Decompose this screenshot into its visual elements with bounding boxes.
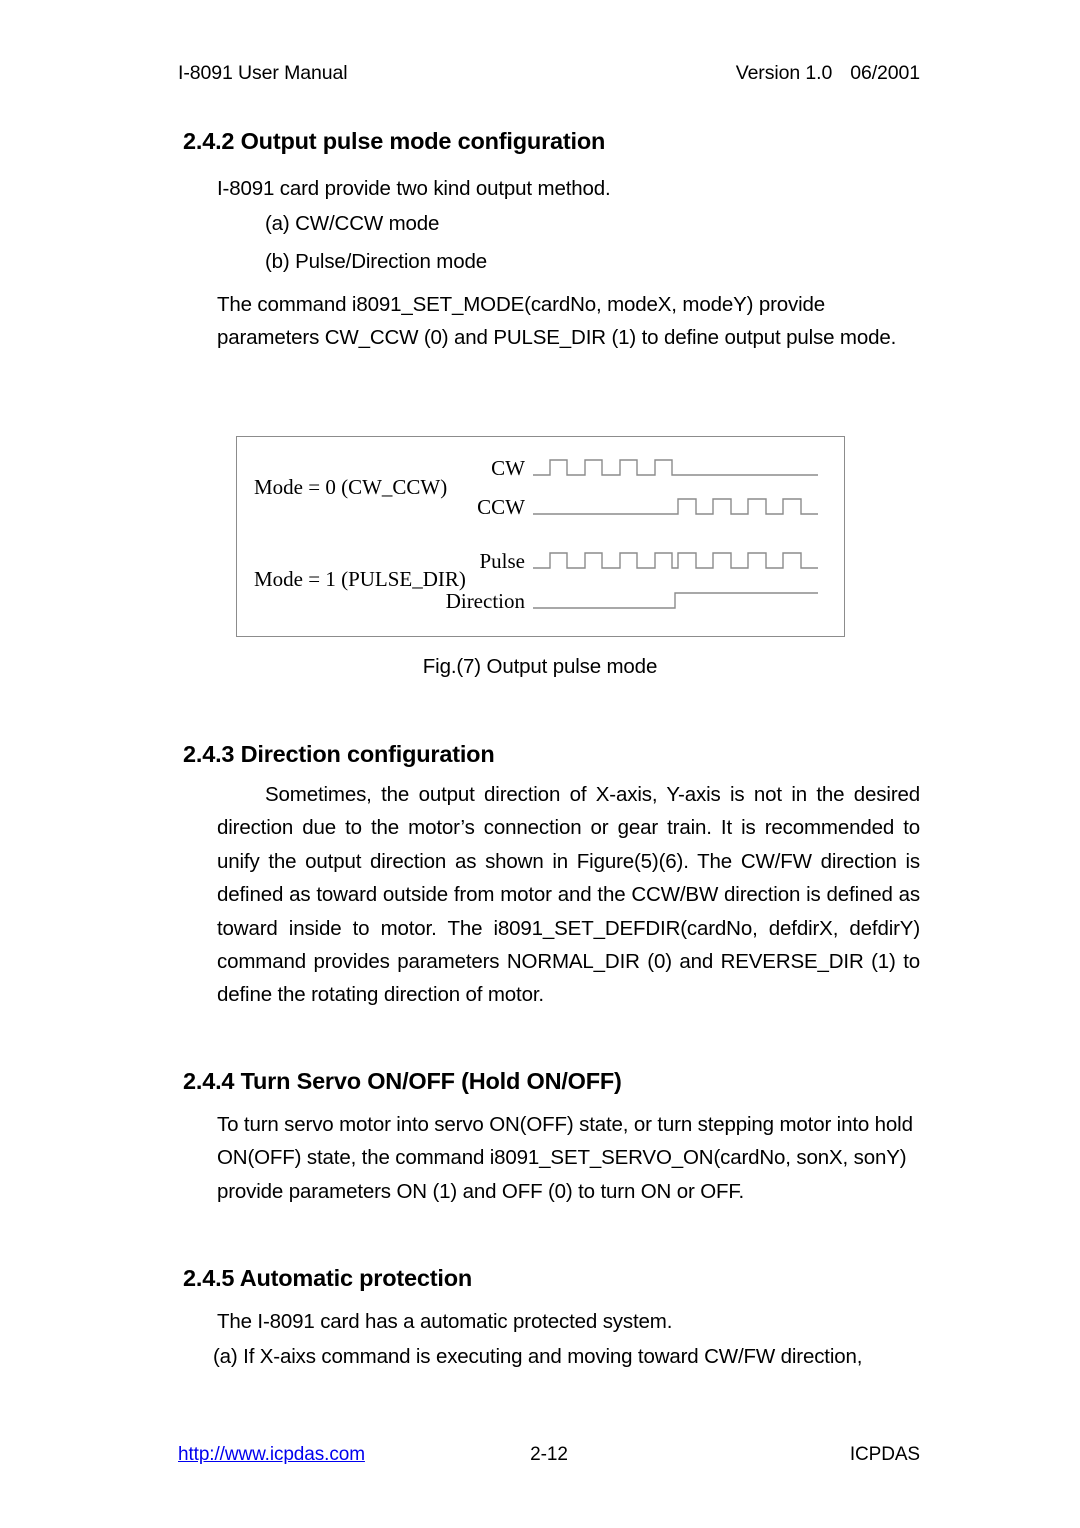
running-header <box>178 62 920 85</box>
header-date: 06/2001 <box>850 62 920 84</box>
list-item-cw-ccw-mode: (a) CW/CCW mode <box>265 212 440 235</box>
footer-page-number: 2-12 <box>530 1444 568 1465</box>
waveform-pulse <box>533 545 818 575</box>
figure-mode1-label: Mode = 1 (PULSE_DIR) <box>254 567 466 591</box>
waveform-pulse-svg <box>533 545 818 575</box>
figure-signal-label-cw: CW <box>491 456 525 480</box>
waveform-cw-svg <box>533 452 818 482</box>
waveform-ccw <box>533 491 818 521</box>
paragraph-2-4-4-body: To turn servo motor into servo ON(OFF) state, or turn stepping motor into hold ON(OFF) state, the command i8091_SET_SERVO_ON(cardNo, sonX, sonY) provide parameters ON (1) and OFF (0) to turn ON or OFF. <box>217 1113 913 1203</box>
waveform-direction-path <box>533 593 818 608</box>
waveform-pulse-path <box>533 553 818 568</box>
waveform-direction <box>533 585 818 615</box>
footer-website-link[interactable]: http://www.icpdas.com <box>178 1444 365 1465</box>
paragraph-2-4-2-intro: I-8091 card provide two kind output method. <box>217 177 611 200</box>
heading-2-4-5: 2.4.5 Automatic protection <box>183 1265 473 1291</box>
figure-signal-label-pulse: Pulse <box>479 549 525 573</box>
header-version: Version 1.0 <box>735 62 833 84</box>
waveform-ccw-svg <box>533 491 818 521</box>
header-version-group <box>736 62 920 85</box>
heading-2-4-2: 2.4.2 Output pulse mode configuration <box>183 128 606 154</box>
paragraph-2-4-5-body: The I-8091 card has a automatic protected system. <box>217 1310 673 1333</box>
paragraph-2-4-3-body: Sometimes, the output direction of X-axis, Y-axis is not in the desired direction due to the motor’s connection or gear train. It is recommended to unify the output direction as shown in Figure(5)(6). The CW/FW direction is defined as toward outside from motor and the CCW/BW direction is defined as toward inside to motor. The i8091_SET_DEFDIR(cardNo, defdirX, defdirY) command provides parameters NORMAL_DIR (0) and REVERSE_DIR (1) to define the rotating direction of motor. <box>217 783 920 1007</box>
list-item-pulse-direction-mode: (b) Pulse/Direction mode <box>265 250 487 273</box>
paragraph-2-4-2-body: The command i8091_SET_MODE(cardNo, modeX, modeY) provide parameters CW_CCW (0) and PULSE_DIR (1) to define output pulse mode. <box>217 293 897 350</box>
waveform-cw-path <box>533 460 818 475</box>
waveform-cw <box>533 452 818 482</box>
figure-signal-label-ccw: CCW <box>477 495 525 519</box>
list-item-2-4-5-a: (a) If X-aixs command is executing and moving toward CW/FW direction, <box>213 1345 863 1368</box>
figure-signal-label-direction: Direction <box>445 589 525 613</box>
figure-caption: Fig.(7) Output pulse mode <box>422 655 658 678</box>
waveform-direction-svg <box>533 585 818 615</box>
footer-brand: ICPDAS <box>849 1444 920 1465</box>
header-manual-title: I-8091 User Manual <box>178 62 348 84</box>
waveform-ccw-path <box>533 499 818 514</box>
heading-2-4-3: 2.4.3 Direction configuration <box>183 741 495 767</box>
figure-mode0-label: Mode = 0 (CW_CCW) <box>254 475 448 499</box>
heading-2-4-4: 2.4.4 Turn Servo ON/OFF (Hold ON/OFF) <box>183 1068 622 1094</box>
